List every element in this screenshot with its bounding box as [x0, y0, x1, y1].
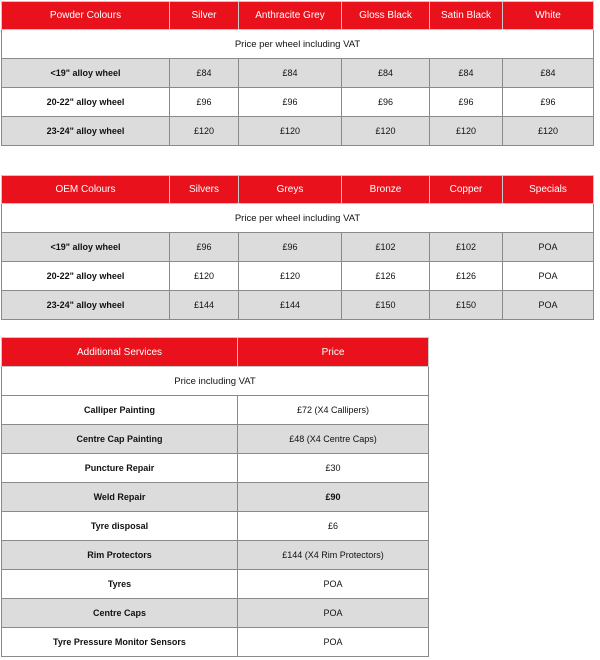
service-label: Puncture Repair [2, 454, 238, 483]
table-row [2, 233, 594, 262]
powder-subheader: Price per wheel including VAT [2, 30, 594, 59]
table-row [2, 599, 429, 628]
row-label: <19" alloy wheel [2, 59, 170, 88]
header-price: Price [238, 338, 429, 367]
service-label: Centre Cap Painting [2, 425, 238, 454]
powder-colours-table [1, 1, 594, 146]
service-price: £48 (X4 Centre Caps) [238, 425, 429, 454]
header-oem-colours: OEM Colours [2, 176, 170, 204]
header-powder-colours: Powder Colours [2, 2, 170, 30]
price-cell: £102 [342, 233, 430, 262]
price-cell: £126 [342, 262, 430, 291]
price-cell: £144 [239, 291, 342, 320]
price-cell: £126 [430, 262, 503, 291]
table-row [2, 570, 429, 599]
price-cell: £84 [503, 59, 594, 88]
price-cell: £144 [170, 291, 239, 320]
service-price: £144 (X4 Rim Protectors) [238, 541, 429, 570]
table-row [2, 425, 429, 454]
price-cell: £96 [503, 88, 594, 117]
header-bronze: Bronze [342, 176, 430, 204]
price-cell: POA [503, 262, 594, 291]
row-label: 23-24" alloy wheel [2, 117, 170, 146]
row-label: 20-22" alloy wheel [2, 262, 170, 291]
service-label: Weld Repair [2, 483, 238, 512]
price-cell: £84 [430, 59, 503, 88]
service-price: £90 [238, 483, 429, 512]
service-label: Tyre disposal [2, 512, 238, 541]
price-cell: POA [503, 291, 594, 320]
table-row [2, 483, 429, 512]
table-row [2, 512, 429, 541]
price-cell: £96 [430, 88, 503, 117]
header-gloss-black: Gloss Black [342, 2, 430, 30]
service-label: Tyres [2, 570, 238, 599]
header-copper: Copper [430, 176, 503, 204]
price-cell: £120 [170, 262, 239, 291]
price-cell: £120 [342, 117, 430, 146]
header-anthracite-grey: Anthracite Grey [239, 2, 342, 30]
table-row [2, 628, 429, 657]
services-subheader: Price including VAT [2, 367, 429, 396]
table-row [2, 88, 594, 117]
price-cell: POA [503, 233, 594, 262]
price-cell: £150 [430, 291, 503, 320]
price-cell: £96 [170, 233, 239, 262]
price-cell: £84 [170, 59, 239, 88]
service-price: £6 [238, 512, 429, 541]
table-row [2, 454, 429, 483]
price-cell: £120 [170, 117, 239, 146]
table-row [2, 541, 429, 570]
table-row [2, 117, 594, 146]
header-satin-black: Satin Black [430, 2, 503, 30]
price-cell: £150 [342, 291, 430, 320]
price-cell: £96 [170, 88, 239, 117]
price-cell: £120 [503, 117, 594, 146]
header-silvers: Silvers [170, 176, 239, 204]
row-label: 23-24" alloy wheel [2, 291, 170, 320]
price-cell: £84 [342, 59, 430, 88]
service-label: Tyre Pressure Monitor Sensors [2, 628, 238, 657]
table-row [2, 291, 594, 320]
price-cell: £120 [239, 117, 342, 146]
price-cell: £96 [239, 233, 342, 262]
price-cell: £102 [430, 233, 503, 262]
table-row [2, 262, 594, 291]
price-cell: £96 [239, 88, 342, 117]
service-price: POA [238, 628, 429, 657]
price-cell: £84 [239, 59, 342, 88]
header-silver: Silver [170, 2, 239, 30]
row-label: <19" alloy wheel [2, 233, 170, 262]
service-label: Calliper Painting [2, 396, 238, 425]
price-cell: £96 [342, 88, 430, 117]
price-cell: £120 [430, 117, 503, 146]
service-label: Rim Protectors [2, 541, 238, 570]
oem-subheader: Price per wheel including VAT [2, 204, 594, 233]
table-row [2, 59, 594, 88]
service-price: £30 [238, 454, 429, 483]
row-label: 20-22" alloy wheel [2, 88, 170, 117]
header-additional-services: Additional Services [2, 338, 238, 367]
header-greys: Greys [239, 176, 342, 204]
additional-services-table [1, 337, 429, 657]
header-white: White [503, 2, 594, 30]
service-price: POA [238, 599, 429, 628]
table-row [2, 396, 429, 425]
service-price: £72 (X4 Callipers) [238, 396, 429, 425]
service-price: POA [238, 570, 429, 599]
header-specials: Specials [503, 176, 594, 204]
service-label: Centre Caps [2, 599, 238, 628]
oem-colours-table [1, 175, 594, 320]
price-cell: £120 [239, 262, 342, 291]
